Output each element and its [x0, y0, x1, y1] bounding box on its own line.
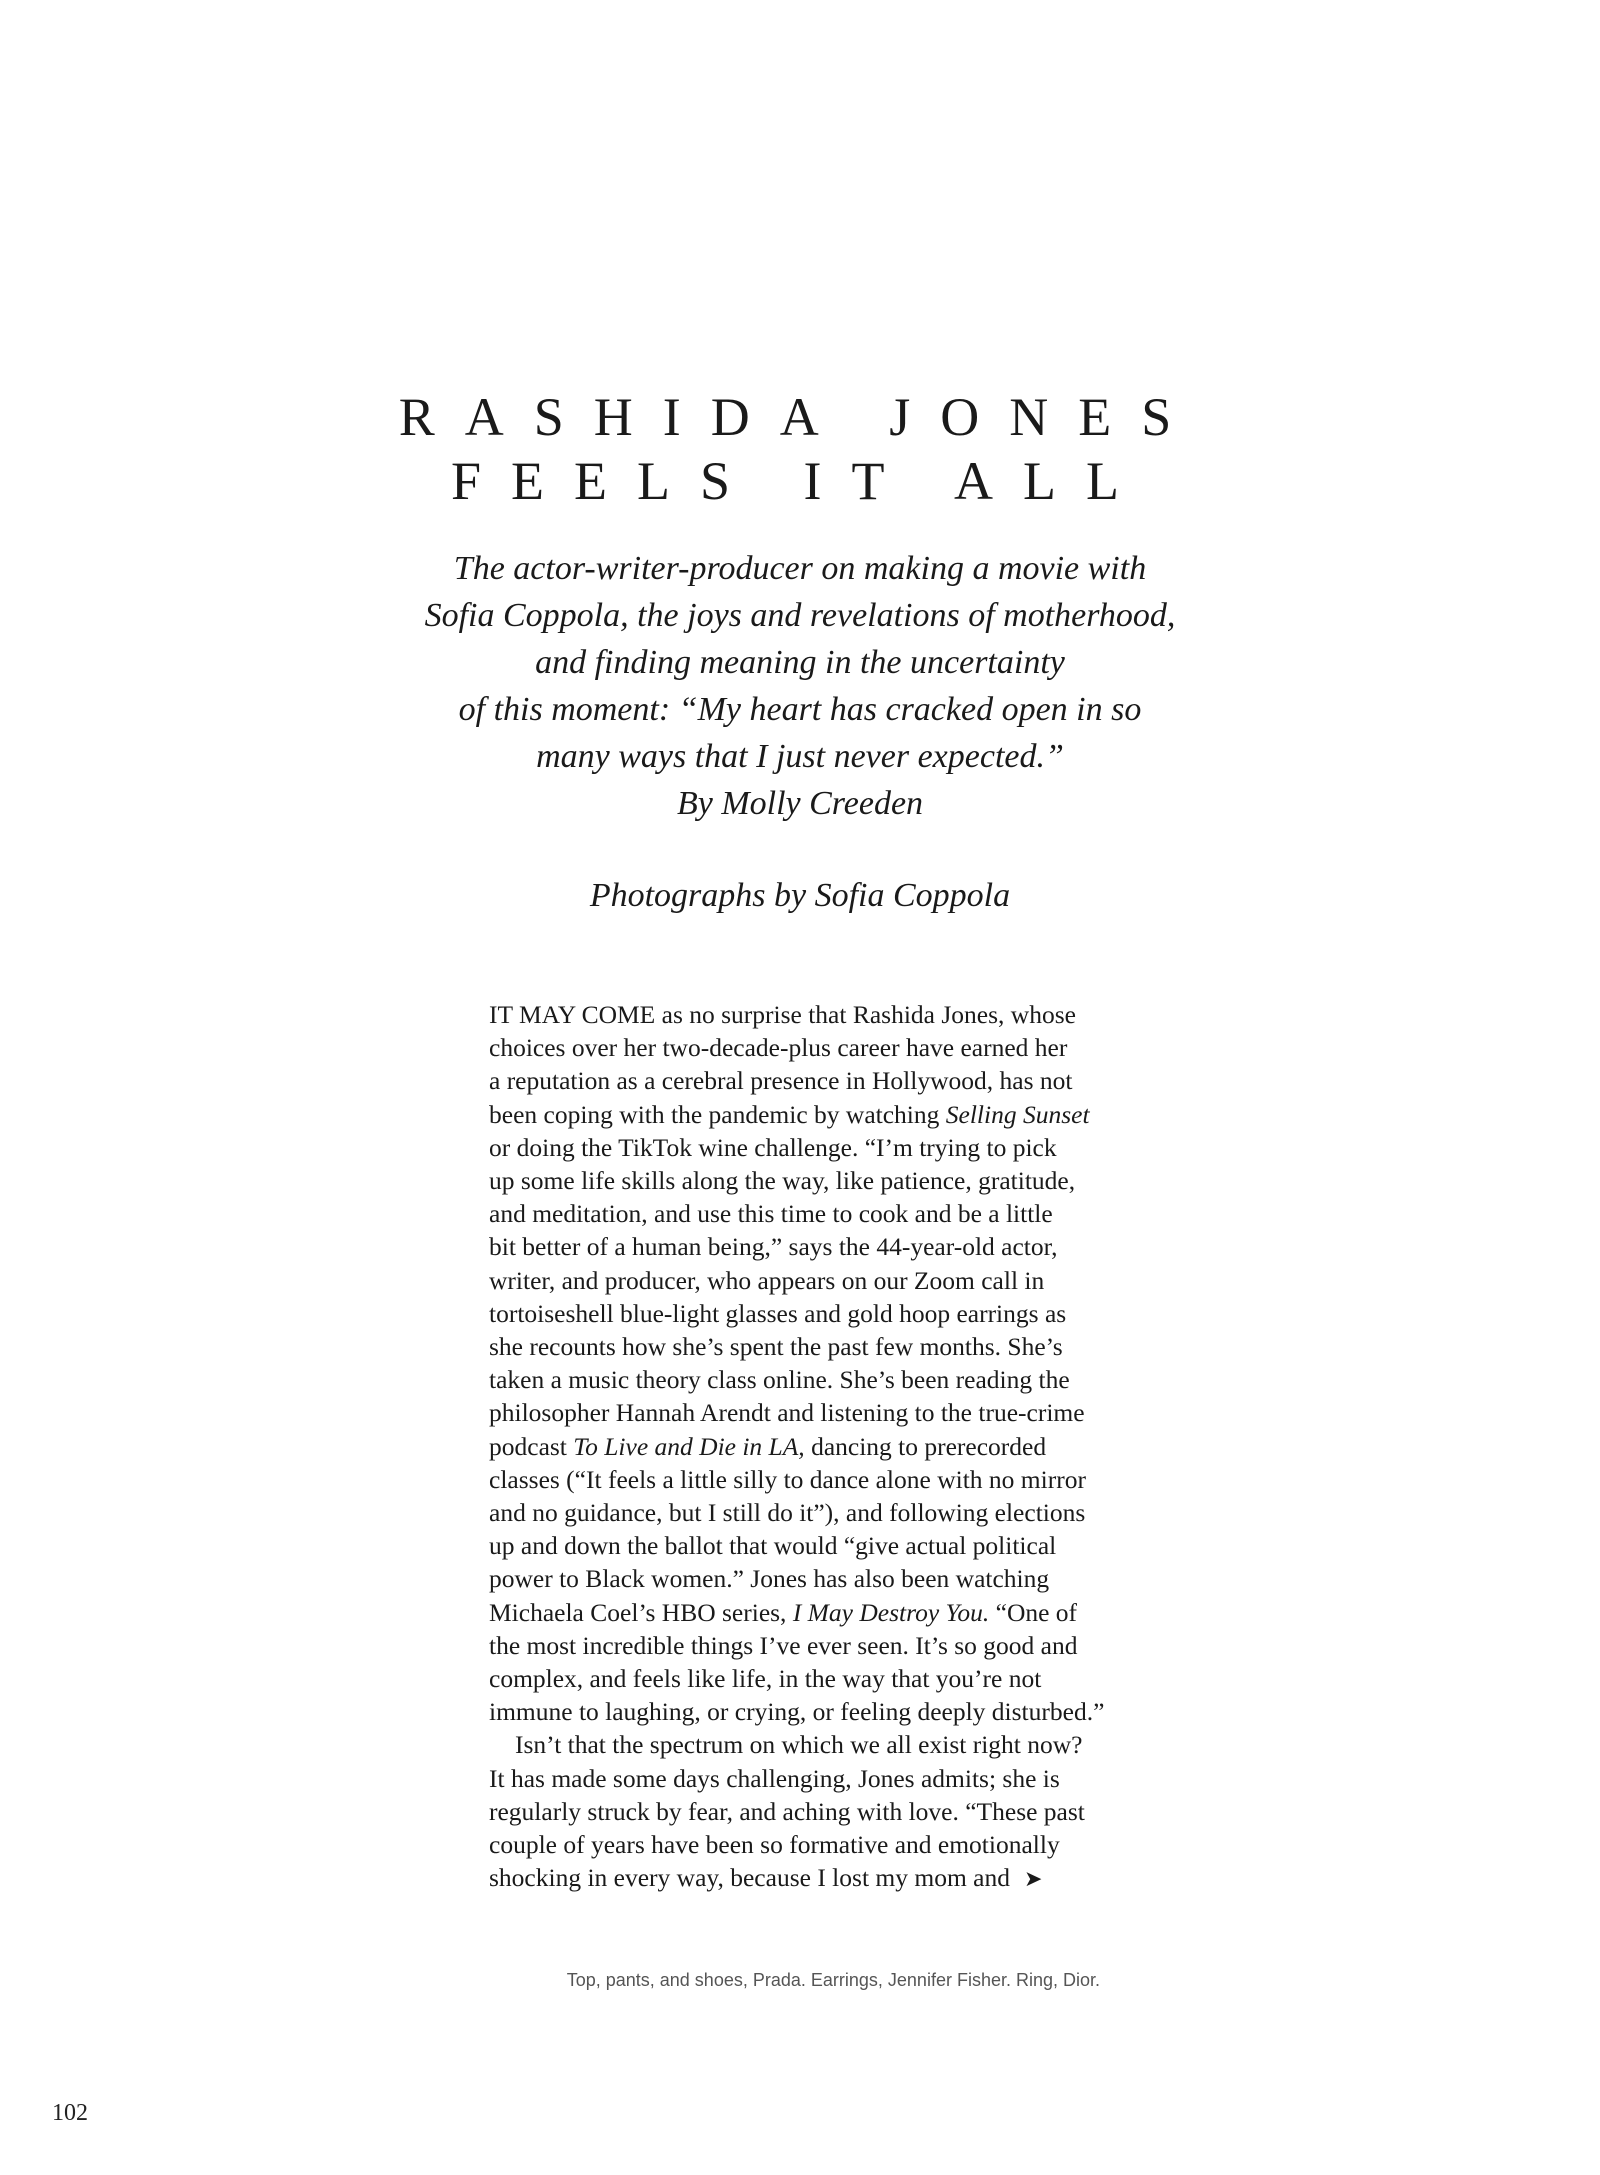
- body-line: she recounts how she’s spent the past few months. She’s: [489, 1332, 1063, 1362]
- body-text: dancing to prerecorded: [804, 1431, 1047, 1461]
- body-line: [489, 1098, 1099, 1131]
- body-line: the most incredible things I’ve ever seen. It’s so good and: [489, 1630, 1078, 1660]
- headline-line-2: FEELS IT ALL: [450, 451, 1149, 511]
- body-line: or doing the TikTok wine challenge. “I’m trying to pick: [489, 1132, 1057, 1162]
- page-number: 102: [52, 2100, 88, 2126]
- body-line: and meditation, and use this time to cook and be a little: [489, 1199, 1053, 1229]
- dek-line: many ways that I just never expected.”: [536, 738, 1064, 775]
- body-line: [489, 1430, 1099, 1463]
- body-line: up some life skills along the way, like patience, gratitude,: [489, 1166, 1076, 1196]
- body-line: classes (“It feels a little silly to dance alone with no mirror: [489, 1464, 1086, 1494]
- body-line: [489, 998, 1099, 1031]
- body-line: taken a music theory class online. She’s been reading the: [489, 1365, 1070, 1395]
- podcast-title: To Live and Die in LA,: [573, 1431, 805, 1461]
- article-headline: [0, 385, 1600, 513]
- body-line: bit better of a human being,” says the 44-year-old actor,: [489, 1232, 1058, 1262]
- body-line: tortoiseshell blue-light glasses and gold hoop earrings as: [489, 1298, 1067, 1328]
- body-text: as no surprise that Rashida Jones, whose: [655, 1000, 1076, 1029]
- body-paragraph-2: [489, 1728, 1099, 1896]
- article-body: [489, 998, 1105, 1896]
- series-title: I May Destroy You.: [792, 1597, 990, 1627]
- dek-line: and finding meaning in the uncertainty: [535, 644, 1065, 681]
- body-line: Isn’t that the spectrum on which we all exist right now?: [515, 1730, 1083, 1760]
- body-line: complex, and feels like life, in the way that you’re not: [489, 1664, 1042, 1694]
- body-line: writer, and producer, who appears on our Zoom call in: [489, 1265, 1045, 1295]
- body-line: a reputation as a cerebral presence in Hollywood, has not: [489, 1066, 1073, 1096]
- dek-line: Sofia Coppola, the joys and revelations of motherhood,: [424, 597, 1176, 634]
- body-line: immune to laughing, or crying, or feeling deeply disturbed.”: [489, 1697, 1105, 1727]
- body-text: Michaela Coel’s HBO series,: [489, 1597, 793, 1627]
- body-text: been coping with the pandemic by watching: [489, 1099, 946, 1129]
- dek-line: The actor-writer-producer on making a movie with: [453, 550, 1147, 587]
- dek-line: of this moment: “My heart has cracked open in so: [458, 691, 1142, 728]
- body-line: and no guidance, but I still do it”), and following elections: [489, 1498, 1086, 1528]
- body-paragraph-1: [489, 998, 1105, 1728]
- body-line: philosopher Hannah Arendt and listening to the true-crime: [489, 1398, 1085, 1428]
- body-line: [489, 1596, 1099, 1629]
- body-line: choices over her two-decade-plus career have earned her: [489, 1033, 1068, 1063]
- body-line: [489, 1861, 1099, 1896]
- photo-credit: Photographs by Sofia Coppola: [589, 877, 1011, 914]
- body-line: It has made some days challenging, Jones admits; she is: [489, 1763, 1060, 1793]
- lead-in: IT MAY COME: [489, 1000, 656, 1029]
- body-text: shocking in every way, because I lost my mom and: [489, 1863, 1010, 1893]
- show-title: Selling Sunset: [945, 1099, 1090, 1129]
- body-line: power to Black women.” Jones has also been watching: [489, 1564, 1050, 1594]
- continue-arrow-icon: ➤: [1023, 1867, 1043, 1893]
- body-line: regularly struck by fear, and aching with love. “These past: [489, 1796, 1085, 1826]
- body-text: podcast: [489, 1431, 574, 1461]
- fashion-credits-caption: Top, pants, and shoes, Prada. Earrings, Jennifer Fisher. Ring, Dior.: [566, 1970, 1100, 1990]
- body-line: up and down the ballot that would “give actual political: [489, 1531, 1057, 1561]
- article-dek: [420, 545, 1180, 827]
- body-text: “One of: [989, 1597, 1078, 1627]
- byline: By Molly Creeden: [676, 785, 924, 822]
- headline-line-1: RASHIDA JONES: [398, 387, 1202, 447]
- body-line: couple of years have been so formative and emotionally: [489, 1830, 1060, 1860]
